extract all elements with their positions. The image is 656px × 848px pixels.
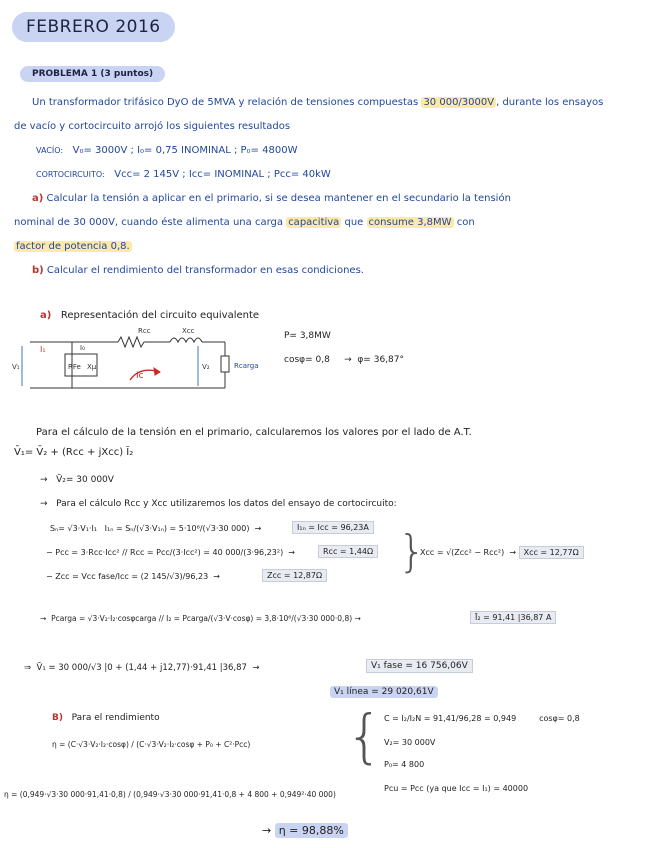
v1-label: V₁	[12, 363, 20, 371]
given-phi: φ= 36,87°	[357, 355, 404, 365]
question-a-line-1: a) Calcular la tensión a aplicar en el primario, si se desea mantener en el secundario la tensión	[32, 193, 511, 204]
v2-label: V₂	[202, 363, 210, 371]
brace-b: {	[346, 702, 383, 770]
ic-label: Ic	[136, 371, 144, 381]
brace: }	[398, 526, 426, 577]
rcc-result: Rcc = 1,44Ω	[318, 545, 378, 558]
eq-v1: V̄₁= V̄₂ + (Rcc + jXcc) Ī₂	[14, 447, 134, 458]
xcc-label: Xcc	[182, 327, 195, 335]
statement-line-1: Un transformador trifásico DyO de 5MVA y relación de tensiones compuestas 30 000/3000V , durante los ensayos	[32, 97, 604, 108]
part-a-heading: a) Representación del circuito equivalente	[40, 310, 260, 321]
given-cos: cosφ= 0,8 → φ= 36,87°	[284, 355, 404, 365]
v2-equation: V₂= 30 000V	[384, 738, 436, 747]
cos-equation: cosφ= 0,8	[539, 714, 580, 723]
v1-linea-result: V₁ línea = 29 020,61V	[330, 686, 438, 699]
i2-calculation: → Pcarga = √3·V₂·I₂·cosφcarga // I₂ = Pcarga/(√3·V·cosφ) = 3,8·10⁶/(√3·30 000·0,8) →	[40, 614, 361, 623]
rcc-label: Rcc	[138, 327, 151, 335]
load-resistor-symbol	[221, 356, 229, 372]
cc-results: CORTOCIRCUITO: Vcc= 2 145V ; Icc= INOMINAL ; Pcc= 40kW	[36, 169, 331, 180]
zcc-calculation: − Zcc = Vcc fase/Icc = (2 145/√3)/96,23 →	[46, 572, 220, 581]
eta-result: → η = 98,88%	[262, 824, 348, 837]
zcc-result: Zcc = 12,87Ω	[262, 569, 327, 582]
xcc-inductor-symbol	[170, 338, 202, 342]
p0-equation: P₀= 4 800	[384, 760, 425, 769]
v1-fase-result: V₁ fase = 16 756,06V	[366, 660, 473, 673]
question-b: b) Calcular el rendimiento del transformador en esas condiciones.	[32, 265, 364, 276]
eta-substitution: η = (0,949·√3·30 000·91,41·0,8) / (0,949·√3·30 000·91,41·0,8 + 4 800 + 0,949²·40 000)	[4, 790, 336, 799]
equivalent-circuit	[10, 322, 280, 402]
question-a-line-2: nominal de 30 000V, cuando éste alimenta una carga capacitiva que consume 3,8MW con	[14, 217, 475, 228]
in-calculation: Sₙ= √3·V₁·I₁ I₁ₙ = Sₙ/(√3·V₁ₙ) = 5·10⁶/(√3·30 000) →	[50, 524, 262, 533]
page-title: FEBRERO 2016	[12, 12, 175, 42]
eta-formula: η = (C·√3·V₂·I₂·cosφ) / (C·√3·V₂·I₂·cosφ + P₀ + C²·Pcc)	[52, 740, 251, 749]
i0-label: I₀	[80, 344, 85, 352]
load-label: Rcarga	[234, 362, 259, 370]
part-b-heading: B) Para el rendimiento	[52, 713, 160, 723]
xcc-calculation: Xcc = √(Zcc² − Rcc²) → Xcc = 12,77Ω	[420, 546, 584, 559]
xcc-result: Xcc = 12,77Ω	[519, 546, 584, 559]
xmu-label: Xμ	[87, 363, 97, 371]
rcc-resistor-symbol	[118, 337, 144, 347]
problem-tag: PROBLEMA 1 (3 puntos)	[20, 66, 165, 82]
statement-line-2: de vacío y cortocircuito arrojó los siguientes resultados	[14, 121, 291, 132]
given-power: P= 3,8MW	[284, 331, 331, 341]
c-equation: C = I₂/I₂N = 91,41/96,28 = 0,949 cosφ= 0,8	[384, 714, 580, 723]
part-a-intro: Para el cálculo de la tensión en el primario, calcularemos los valores por el lado de A.T.	[36, 427, 472, 438]
rcc-calculation: − Pcc = 3·Rcc·Icc² // Rcc = Pcc/(3·Icc²) = 40 000/(3·96,23²) →	[46, 548, 295, 557]
in-result: I₁ₙ = Icc = 96,23A	[292, 521, 374, 534]
cc-intro: → Para el cálculo Rcc y Xcc utilizaremos los datos del ensayo de cortocircuito:	[40, 499, 397, 509]
rfe-label: RFe	[68, 363, 81, 371]
vacio-results: VACÍO: V₀= 3000V ; I₀= 0,75 INOMINAL ; P₀= 4800W	[36, 145, 298, 156]
pcu-equation: Pcu = Pcc (ya que Icc = I₁) = 40000	[384, 784, 529, 793]
question-a-line-3: factor de potencia 0,8.	[16, 241, 130, 252]
i2-result: Ī₂ = 91,41 |36,87 A	[470, 611, 556, 624]
v1-expression: ⇒ V̄₁ = 30 000/√3 |0 + (1,44 + j12,77)·91,41 |36,87 →	[24, 663, 260, 673]
i1-label: I₁	[40, 345, 46, 354]
ratio-highlight: 30 000/3000V	[423, 97, 495, 108]
v2-value: → V̄₂= 30 000V	[40, 475, 114, 485]
